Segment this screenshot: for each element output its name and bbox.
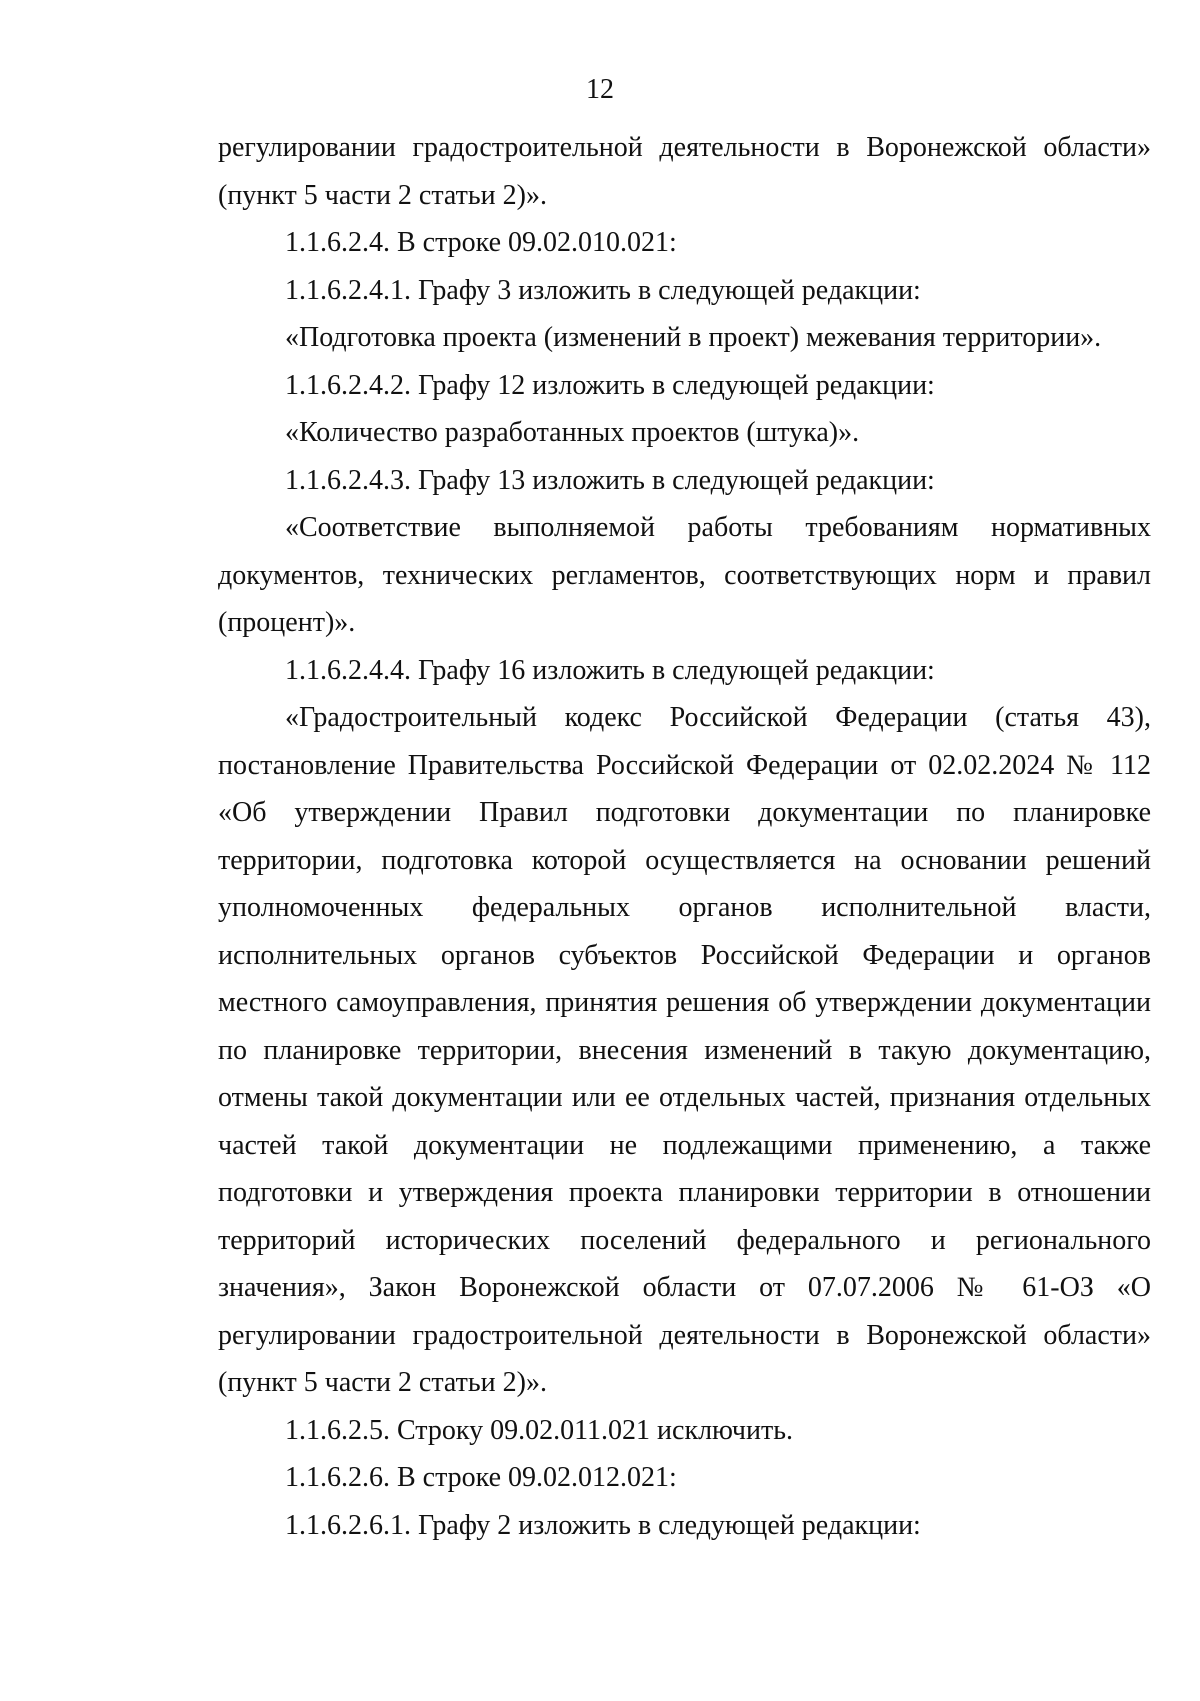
paragraph-quote-column-12: «Количество разработанных проектов (штука)». <box>285 417 860 448</box>
paragraph-continuation: регулировании градостроительной деятельности в Воронежской области» (пункт 5 части 2 статьи 2)». <box>218 132 1151 211</box>
page-number: 12 <box>586 74 614 105</box>
paragraph-item-1-1-6-2-4-1: 1.1.6.2.4.1. Графу 3 изложить в следующей редакции: <box>285 274 921 306</box>
paragraph-quote-column-3: «Подготовка проекта (изменений в проект) межевания территории». <box>285 322 1102 353</box>
paragraph-item-1-1-6-2-5: 1.1.6.2.5. Строку 09.02.011.021 исключить. <box>285 1414 793 1446</box>
paragraph-quote-column-16: «Градостроительный кодекс Российской Федерации (статья 43), постановление Правительства Российской Федерации от 02.02.2024 № 112 «Об утверждении Правил подготовки документации по планировке территории, подготовка которой осуществляется на основании решений уполномоченных федеральных органов исполнительной власти, исполнительных органов субъектов Российской Федерации и органов местного самоуправления, принятия решения об утверждении документации по планировке территории, внесения изменений в такую документацию, отмены такой документации или ее отдельных частей, признания отдельных частей такой документации не подлежащими применению, а также подготовки и утверждения проекта планировки территории в отношении территорий исторических поселений федерального и регионального значения», Закон Воронежской области от 07.07.2006 № 61-ОЗ «О регулировании градостроительной деятельности в Воронежской области» (пункт 5 части 2 статьи 2)». <box>218 702 1151 1398</box>
paragraph-item-1-1-6-2-4-2: 1.1.6.2.4.2. Графу 12 изложить в следующей редакции: <box>285 369 935 401</box>
document-body <box>218 124 1151 1549</box>
paragraph-item-1-1-6-2-6-1: 1.1.6.2.6.1. Графу 2 изложить в следующей редакции: <box>285 1509 921 1541</box>
paragraph-item-1-1-6-2-4-3: 1.1.6.2.4.3. Графу 13 изложить в следующей редакции: <box>285 464 935 496</box>
paragraph-item-1-1-6-2-6: 1.1.6.2.6. В строке 09.02.012.021: <box>285 1462 677 1493</box>
paragraph-item-1-1-6-2-4-4: 1.1.6.2.4.4. Графу 16 изложить в следующей редакции: <box>285 654 935 686</box>
paragraph-quote-column-13: «Соответствие выполняемой работы требованиям нормативных документов, технических регламентов, соответствующих норм и правил (процент)». <box>218 512 1151 638</box>
paragraph-item-1-1-6-2-4: 1.1.6.2.4. В строке 09.02.010.021: <box>285 227 677 258</box>
